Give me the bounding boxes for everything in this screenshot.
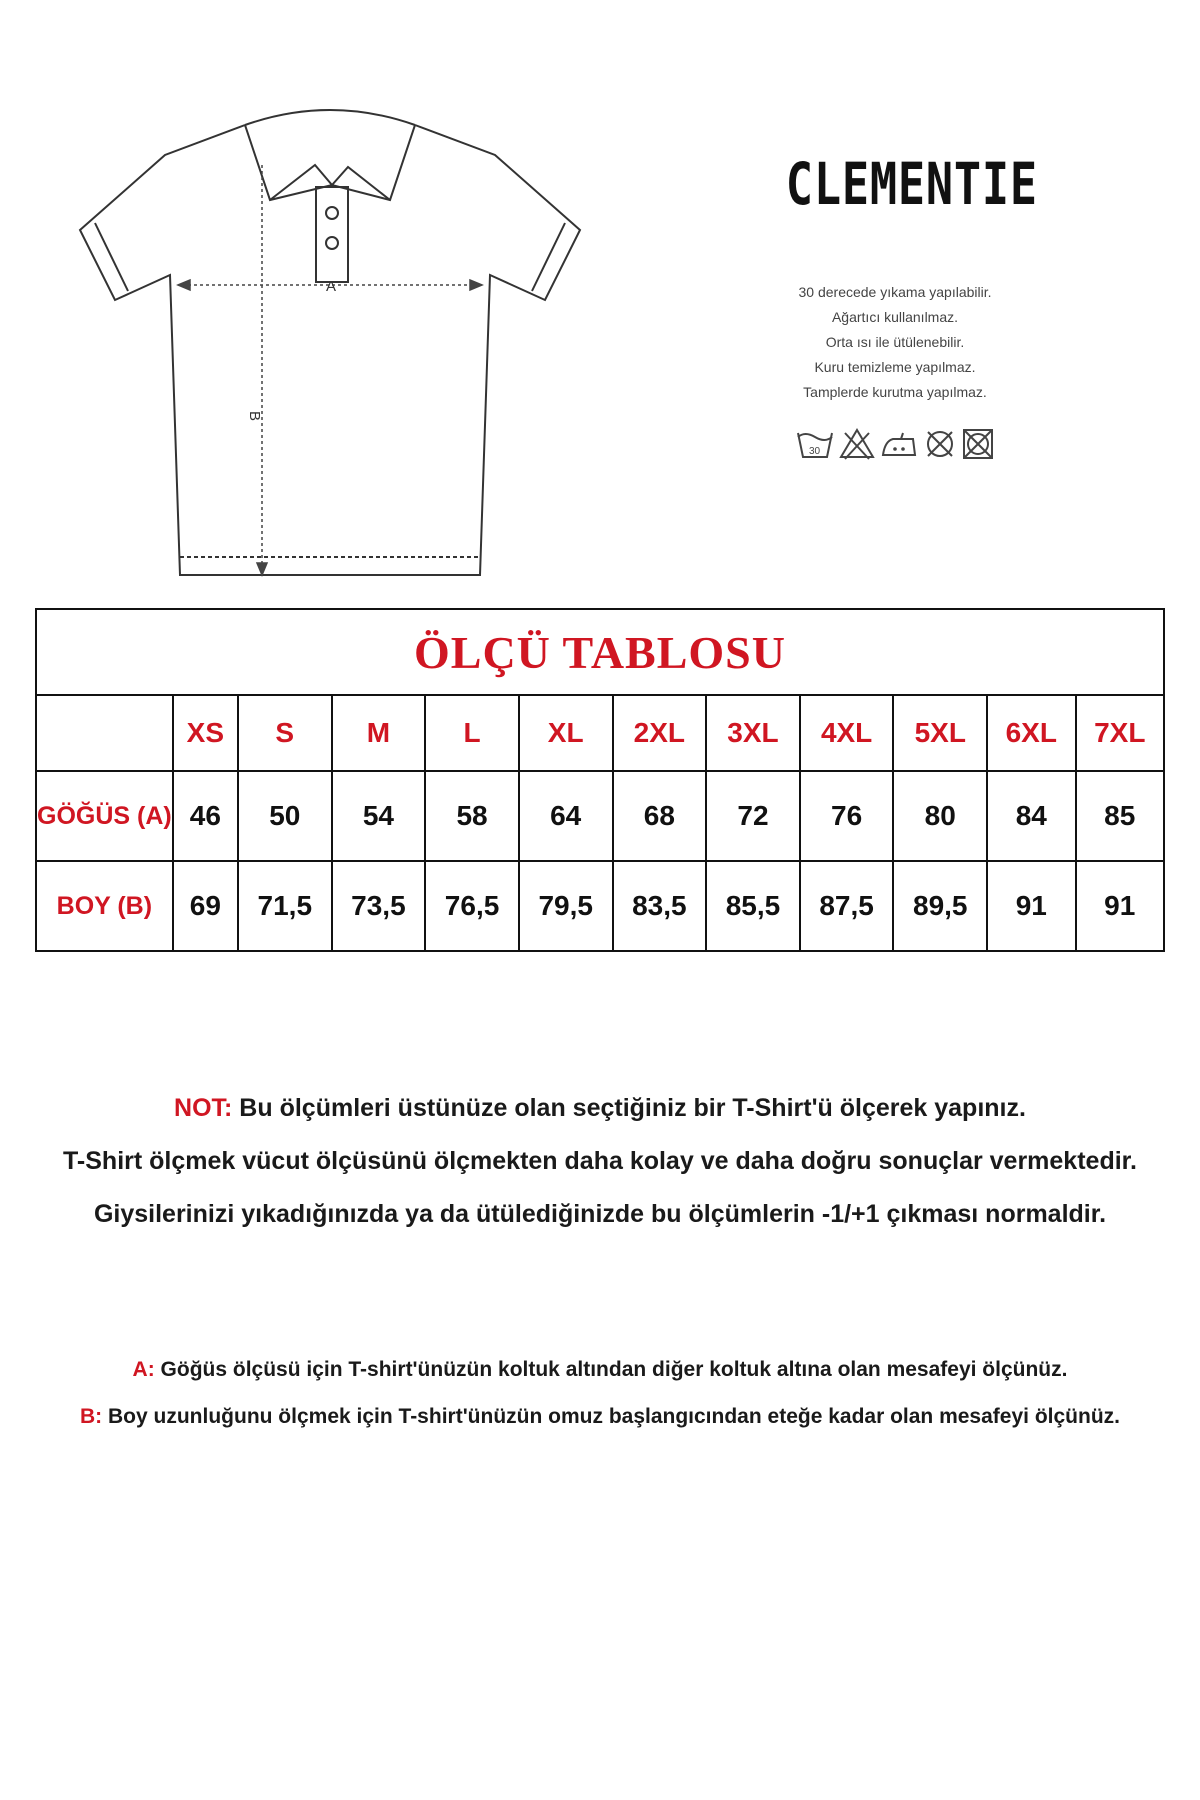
table-cell: 91 (987, 861, 1075, 951)
label-a: A (326, 278, 337, 295)
polo-shirt-illustration (70, 105, 590, 585)
polo-shirt-diagram (70, 105, 590, 585)
size-header: 3XL (706, 695, 800, 771)
table-cell: 85,5 (706, 861, 800, 951)
size-header: 4XL (800, 695, 894, 771)
note-text: Bu ölçümleri üstünüze olan seçtiğiniz bir T-Shirt'ü ölçerek yapınız. (232, 1094, 1026, 1122)
table-cell: 72 (706, 771, 800, 861)
definition-b (0, 1393, 1200, 1440)
table-row (36, 771, 1164, 861)
size-header: 5XL (893, 695, 987, 771)
brand-logo: CLEMENTIE (785, 150, 1038, 218)
no-bleach-icon (839, 427, 875, 461)
size-chart-title: ÖLÇÜ TABLOSU (36, 609, 1164, 695)
table-cell: 79,5 (519, 861, 613, 951)
care-line: Kuru temizleme yapılmaz. (814, 359, 976, 375)
definition-key: A: (132, 1358, 155, 1381)
note-line: T-Shirt ölçmek vücut ölçüsünü ölçmekten daha kolay ve daha doğru sonuçlar vermektedir. (63, 1147, 1137, 1175)
care-line: Ağartıcı kullanılmaz. (831, 309, 959, 325)
note-colon: : (224, 1094, 233, 1122)
care-line: Tamplerde kurutma yapılmaz. (803, 384, 987, 400)
table-cell: 68 (613, 771, 707, 861)
care-label (755, 140, 1038, 520)
care-line: Orta ısı ile ütülenebilir. (825, 334, 965, 350)
note-line: Giysilerinizi yıkadığınızda ya da ütülediğinizde bu ölçümlerin -1/+1 çıkması normaldir. (93, 1200, 1107, 1228)
table-cell: 89,5 (893, 861, 987, 951)
table-cell: 87,5 (800, 861, 894, 951)
row-label-length: BOY (B) (36, 861, 173, 951)
table-cell: 69 (173, 861, 238, 951)
wash-temp: 30 (809, 446, 821, 457)
size-header: XS (173, 695, 238, 771)
size-header: 7XL (1076, 695, 1164, 771)
definition-text: Göğüs ölçüsü için T-shirt'ünüzün koltuk altından diğer koltuk altına olan mesafeyi ölçünüz. (154, 1358, 1068, 1381)
no-dry-clean-icon (923, 427, 957, 461)
size-header: S (238, 695, 332, 771)
size-header-row (36, 695, 1164, 771)
label-b: B (246, 411, 263, 422)
measurement-notes (0, 1082, 1200, 1241)
size-header: 2XL (613, 695, 707, 771)
table-cell: 50 (238, 771, 332, 861)
table-cell: 76,5 (425, 861, 519, 951)
table-cell: 58 (425, 771, 519, 861)
table-row (36, 861, 1164, 951)
table-cell: 85 (1076, 771, 1164, 861)
table-cell: 76 (800, 771, 894, 861)
table-cell: 64 (519, 771, 613, 861)
note-key: NOT (174, 1094, 225, 1122)
table-cell: 54 (332, 771, 426, 861)
table-cell: 71,5 (238, 861, 332, 951)
care-icons (755, 427, 1035, 461)
size-header: M (332, 695, 426, 771)
care-line: 30 derecede yıkama yapılabilir. (798, 284, 992, 300)
definition-a (0, 1346, 1200, 1393)
measurement-definitions (0, 1346, 1200, 1440)
row-label-chest: GÖĞÜS (A) (36, 771, 173, 861)
note-line (0, 1082, 1200, 1135)
care-instructions (755, 280, 1035, 405)
iron-medium-icon (879, 427, 919, 461)
table-cell: 80 (893, 771, 987, 861)
size-chart-table (35, 608, 1165, 952)
size-header: 6XL (987, 695, 1075, 771)
table-cell: 84 (987, 771, 1075, 861)
table-cell: 73,5 (332, 861, 426, 951)
table-cell: 83,5 (613, 861, 707, 951)
table-cell: 46 (173, 771, 238, 861)
table-cell: 91 (1076, 861, 1164, 951)
size-header: L (425, 695, 519, 771)
wash-30-icon (795, 427, 835, 461)
corner-cell (36, 695, 173, 771)
size-header: XL (519, 695, 613, 771)
definition-text: Boy uzunluğunu ölçmek için T-shirt'ünüzün omuz başlangıcından eteğe kadar olan mesafeyi ölçünüz. (102, 1405, 1120, 1428)
definition-key: B: (80, 1405, 103, 1428)
no-tumble-dry-icon (961, 427, 995, 461)
